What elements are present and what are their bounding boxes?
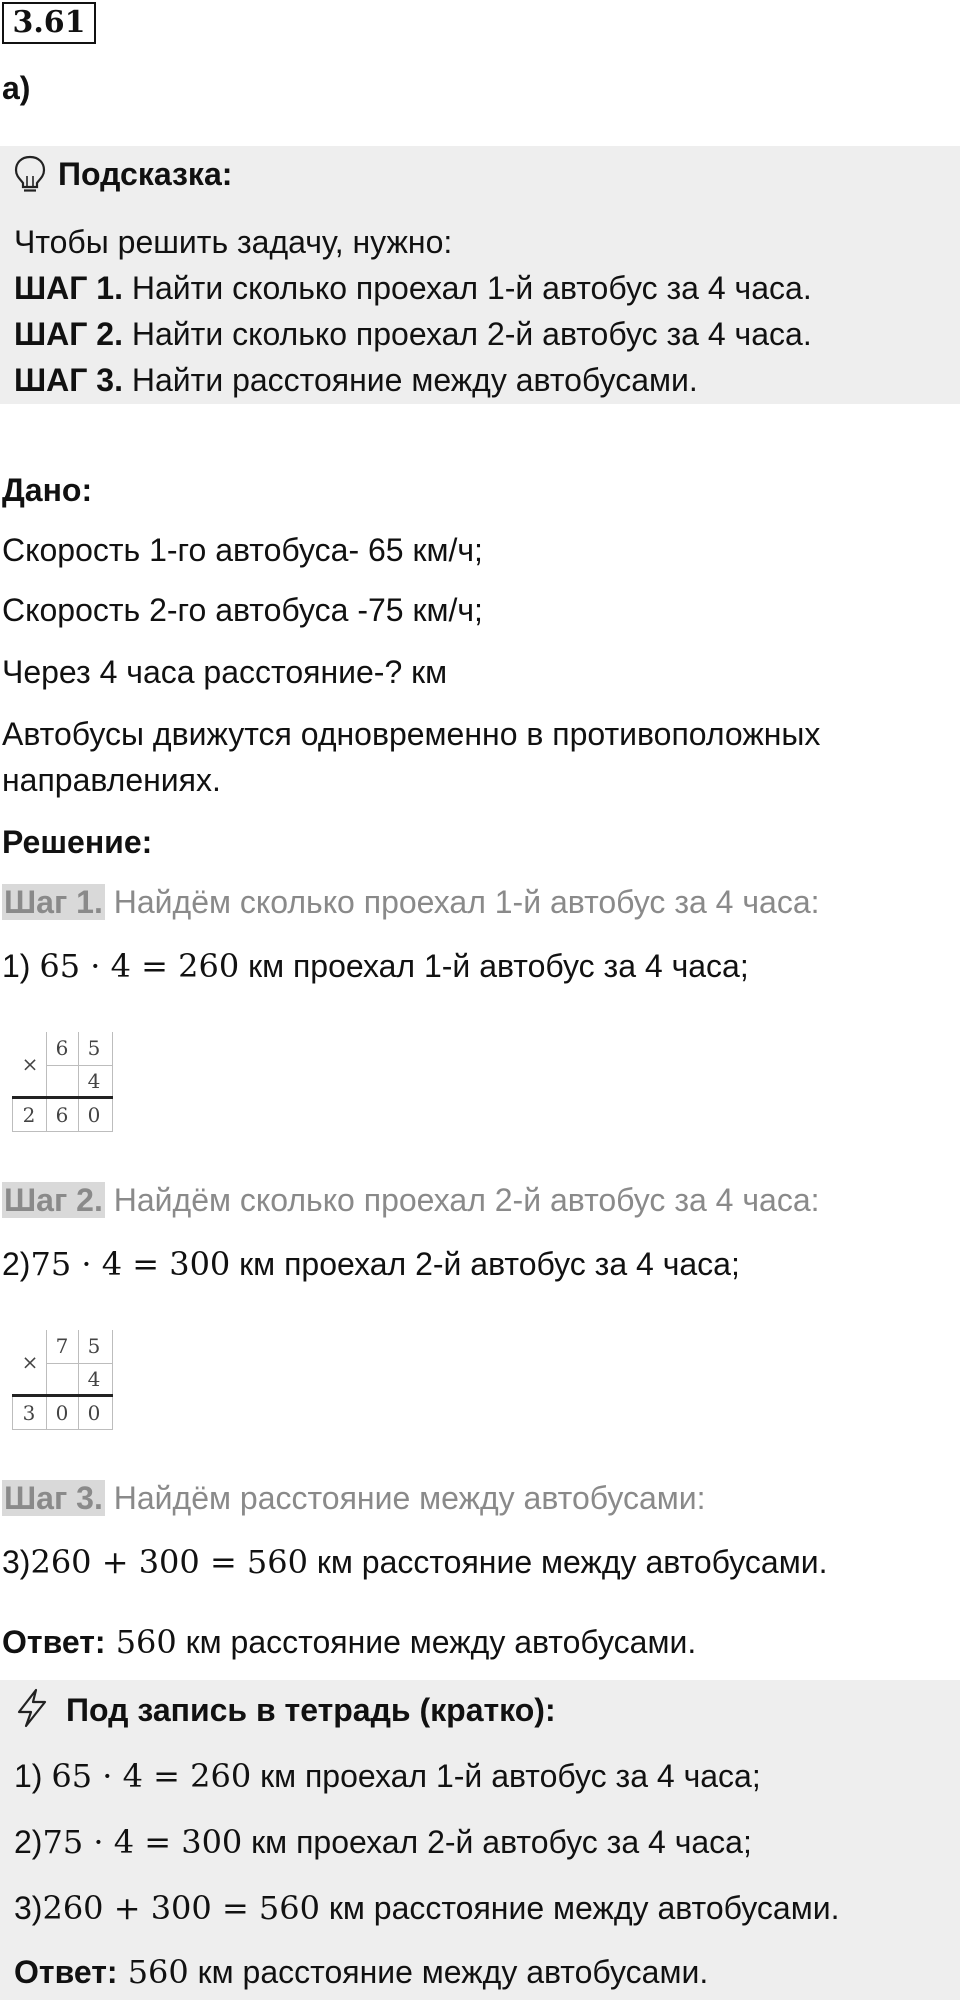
solution-title: Решение: (2, 824, 153, 860)
equation-number: 3) (2, 1544, 31, 1580)
equation-number: 2) (14, 1824, 43, 1860)
answer-value: 560 (105, 1623, 177, 1661)
hint-step-text: Найти расстояние между автобусами. (122, 362, 698, 398)
step-3-heading (2, 1478, 706, 1518)
equation-expression: 65 · 4 = 260 (39, 947, 240, 985)
grid-digit: 5 (87, 1036, 101, 1060)
hint-step-text: Найти сколько проехал 1-й автобус за 4 часа. (122, 270, 812, 306)
grid-digit: 4 (87, 1367, 101, 1391)
grid-digit: 2 (22, 1103, 36, 1127)
given-line: Автобусы движутся одновременно в противоположных (2, 716, 821, 752)
grid-digit: 0 (87, 1103, 101, 1127)
step-1-heading (2, 882, 820, 922)
multiply-sign: × (21, 1052, 39, 1076)
answer-label: Ответ: (2, 1624, 106, 1660)
grid-digit: 4 (87, 1069, 101, 1093)
step-text: Найдём сколько проехал 1-й автобус за 4 часа: (104, 884, 820, 920)
given-line: Скорость 2-го автобуса -75 км/ч; (2, 592, 483, 628)
step-text: Найдём расстояние между автобусами: (104, 1480, 706, 1516)
notebook-line-3 (14, 1888, 839, 1928)
part-label: а) (2, 70, 31, 106)
answer-value: 560 (117, 1953, 189, 1991)
step-2-equation (2, 1244, 740, 1284)
step-2-heading (2, 1180, 820, 1220)
lightbulb-icon (12, 154, 48, 194)
notebook-line-1 (14, 1756, 761, 1796)
grid-digit: 0 (87, 1401, 101, 1425)
multiply-sign: × (21, 1350, 39, 1374)
given-line: Через 4 часа расстояние-? км (2, 654, 448, 690)
equation-expression: 65 · 4 = 260 (51, 1757, 252, 1795)
hint-step-label: ШАГ 3. (14, 362, 123, 398)
step-label: Шаг 3. (4, 1480, 103, 1516)
grid-digit: 6 (55, 1103, 69, 1127)
hint-step-text: Найти сколько проехал 2-й автобус за 4 часа. (122, 316, 812, 352)
grid-digit: 7 (55, 1334, 69, 1358)
answer-label: Ответ: (14, 1954, 118, 1990)
answer-text: км расстояние между автобусами. (188, 1954, 709, 1990)
equation-tail: км расстояние между автобусами. (308, 1544, 828, 1580)
task-number-badge: 3.61 (2, 2, 96, 44)
grid-digit: 6 (55, 1036, 69, 1060)
hint-step-2 (14, 314, 812, 354)
given-line: направлениях. (2, 762, 221, 798)
answer-line (2, 1622, 696, 1662)
notebook-title: Под запись в тетрадь (кратко): (66, 1692, 556, 1728)
equation-expression: 260 + 300 = 560 (30, 1543, 308, 1581)
equation-tail: км проехал 1-й автобус за 4 часа; (251, 1758, 761, 1794)
grid-digit: 0 (55, 1401, 69, 1425)
answer-text: км расстояние между автобусами. (176, 1624, 697, 1660)
multiplication-grid-2 (12, 1330, 114, 1430)
equation-tail: км проехал 2-й автобус за 4 часа; (230, 1246, 740, 1282)
hint-step-label: ШАГ 1. (14, 270, 123, 306)
hint-intro: Чтобы решить задачу, нужно: (14, 224, 453, 260)
equation-number: 1) (2, 948, 40, 984)
step-label: Шаг 1. (4, 884, 103, 920)
equation-expression: 75 · 4 = 300 (42, 1823, 243, 1861)
equation-number: 3) (14, 1890, 43, 1926)
step-label: Шаг 2. (4, 1182, 103, 1218)
grid-digit: 3 (22, 1401, 36, 1425)
hint-step-label: ШАГ 2. (14, 316, 123, 352)
given-title: Дано: (2, 472, 93, 508)
equation-tail: км проехал 2-й автобус за 4 часа; (242, 1824, 752, 1860)
step-text: Найдём сколько проехал 2-й автобус за 4 часа: (104, 1182, 820, 1218)
multiplication-grid-1 (12, 1032, 114, 1132)
given-line: Скорость 1-го автобуса- 65 км/ч; (2, 532, 483, 568)
equation-tail: км проехал 1-й автобус за 4 часа; (239, 948, 749, 984)
equation-number: 2) (2, 1246, 31, 1282)
step-3-equation (2, 1542, 827, 1582)
equation-expression: 260 + 300 = 560 (42, 1889, 320, 1927)
equation-expression: 75 · 4 = 300 (30, 1245, 231, 1283)
hint-step-3 (14, 360, 698, 400)
equation-number: 1) (14, 1758, 52, 1794)
equation-tail: км расстояние между автобусами. (320, 1890, 840, 1926)
hint-title: Подсказка: (58, 156, 233, 192)
grid-digit: 5 (87, 1334, 101, 1358)
step-1-equation (2, 946, 749, 986)
lightning-icon (14, 1688, 50, 1728)
notebook-answer (14, 1952, 708, 1992)
notebook-line-2 (14, 1822, 752, 1862)
hint-step-1 (14, 268, 812, 308)
